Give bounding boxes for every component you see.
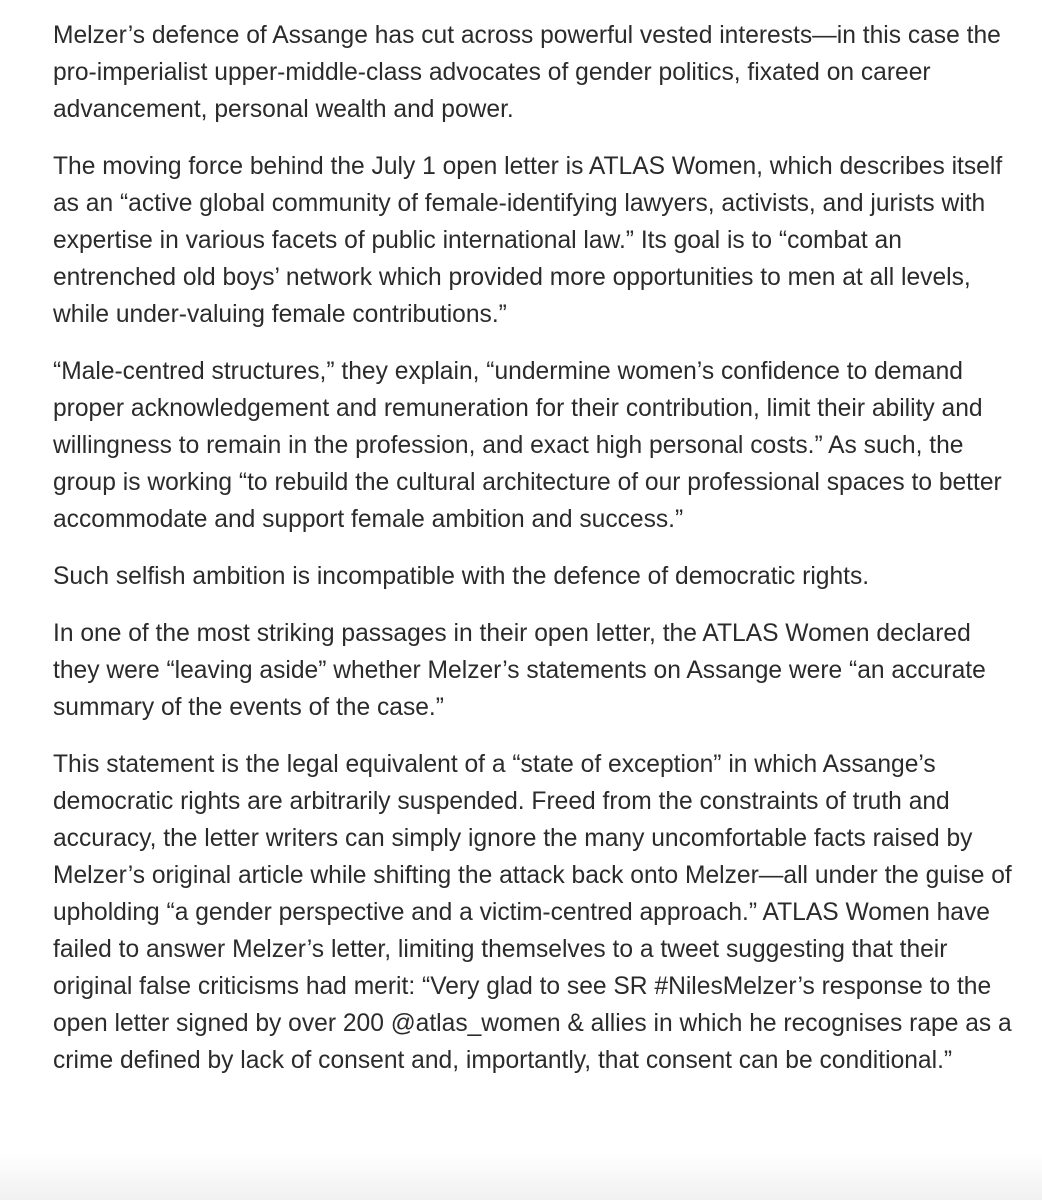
article-body	[53, 17, 1013, 1099]
paragraph-male-centred-structures: “Male-centred structures,” they explain, “undermine women’s confidence to demand proper acknowledgement and remuneration for their contribution, limit their ability and willingness to remain in the profession, and exact high personal costs.” As such, the group is working “to rebuild the cultural architecture of our professional spaces to better accommodate and support female ambition and success.”	[53, 358, 1002, 533]
paragraph-selfish-ambition: Such selfish ambition is incompatible with the defence of democratic rights.	[53, 563, 870, 590]
paragraph-atlas-women: The moving force behind the July 1 open letter is ATLAS Women, which describes itself as an “active global community of female-identifying lawyers, activists, and jurists with expertise in various facets of public international law.” Its goal is to “combat an entrenched old boys’ network which provided more opportunities to men at all levels, while under-valuing female contributions.”	[53, 153, 1003, 328]
paragraph-vested-interests: Melzer’s defence of Assange has cut across powerful vested interests—in this case the pro-imperialist upper-middle-class advocates of gender politics, fixated on career advancement, personal wealth and power.	[53, 22, 1001, 123]
bottom-fade-overlay	[0, 1154, 1042, 1200]
paragraph-leaving-aside: In one of the most striking passages in their open letter, the ATLAS Women declared they were “leaving aside” whether Melzer’s statements on Assange were “an accurate summary of the events of the case.”	[53, 620, 986, 721]
paragraph-state-of-exception: This statement is the legal equivalent of a “state of exception” in which Assange’s democratic rights are arbitrarily suspended. Freed from the constraints of truth and accuracy, the letter writers can simply ignore the many uncomfortable facts raised by Melzer’s original article while shifting the attack back onto Melzer—all under the guise of upholding “a gender perspective and a victim-centred approach.” ATLAS Women have failed to answer Melzer’s letter, limiting themselves to a tweet suggesting that their original false criticisms had merit: “Very glad to see SR #NilesMelzer’s response to the open letter signed by over 200 @atlas_women & allies in which he recognises rape as a crime defined by lack of consent and, importantly, that consent can be conditional.”	[53, 751, 1012, 1074]
